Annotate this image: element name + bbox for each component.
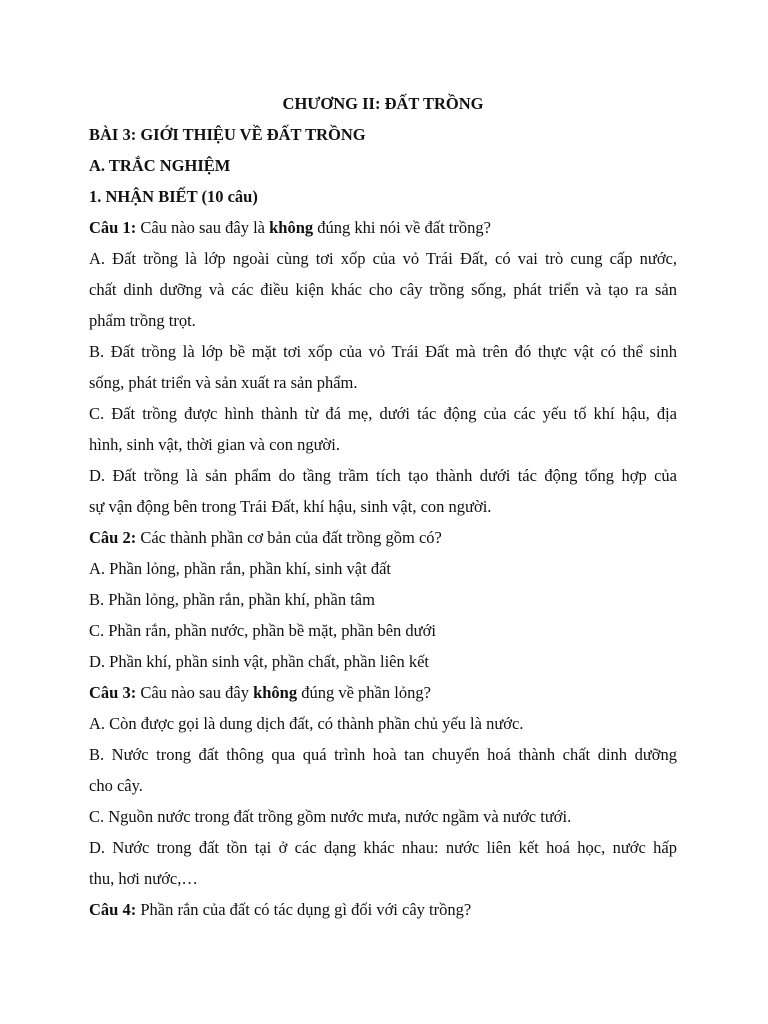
question-text: đúng về phần lỏng? [297,683,431,702]
section-title: A. TRẮC NGHIỆM [89,156,231,175]
answer-option-line: A. Đất trồng là lớp ngoài cùng tơi xốp của vỏ Trái Đất, có vai trò cung cấp nước, [89,249,677,268]
answer-option-line: D. Đất trồng là sản phẩm do tầng trầm tích tạo thành dưới tác động tổng hợp của [89,466,677,485]
answer-option-line: sống, phát triển và sản xuất ra sản phẩm. [89,373,358,392]
answer-option-line: A. Phần lỏng, phần rắn, phần khí, sinh vật đất [89,559,391,578]
question-2 [89,522,677,553]
answer-option-line: C. Phần rắn, phần nước, phần bề mặt, phần bên dưới [89,621,436,640]
question-4 [89,894,677,925]
answer-option-line: phẩm trồng trọt. [89,311,196,330]
question-label: Câu 3: [89,683,137,702]
answer-option-line: thu, hơi nước,… [89,869,198,888]
answer-option-line: D. Phần khí, phần sinh vật, phần chất, phần liên kết [89,652,430,671]
question-emphasis: không [269,218,314,237]
question-text: Phần rắn của đất có tác dụng gì đối với cây trồng? [136,900,472,919]
question-text: Câu nào sau đây [136,683,254,702]
answer-option-line: B. Phần lỏng, phần rắn, phần khí, phần tâm [89,590,375,609]
answer-option-line: D. Nước trong đất tồn tại ở các dạng khác nhau: nước liên kết hoá học, nước hấp [89,838,677,857]
answer-option-line: chất dinh dưỡng và các điều kiện khác cho cây trồng sống, phát triển và tạo ra sản [89,280,677,299]
chapter-title: CHƯƠNG II: ĐẤT TRỒNG [282,94,484,113]
lesson-title: BÀI 3: GIỚI THIỆU VỀ ĐẤT TRỒNG [89,125,366,144]
question-emphasis: không [253,683,298,702]
answer-option-line: B. Nước trong đất thông qua quá trình hoà tan chuyển hoá thành chất dinh dưỡng [89,745,677,764]
question-text: Các thành phần cơ bản của đất trồng gồm có? [136,528,442,547]
question-1 [89,212,677,243]
question-label: Câu 4: [89,900,137,919]
question-label: Câu 1: [89,218,137,237]
answer-option-line: C. Đất trồng được hình thành từ đá mẹ, dưới tác động của các yếu tố khí hậu, địa [89,404,677,423]
answer-option-line: hình, sinh vật, thời gian và con người. [89,435,340,454]
answer-option-line: sự vận động bên trong Trái Đất, khí hậu, sinh vật, con người. [89,497,492,516]
subsection-title: 1. NHẬN BIẾT (10 câu) [89,187,258,206]
answer-option-line: cho cây. [89,776,143,795]
answer-option-line: C. Nguồn nước trong đất trồng gồm nước mưa, nước ngầm và nước tưới. [89,807,572,826]
answer-option-line: B. Đất trồng là lớp bề mặt tơi xốp của vỏ Trái Đất mà trên đó thực vật có thể sinh [89,342,677,361]
question-text: đúng khi nói về đất trồng? [313,218,491,237]
document-body [89,88,677,925]
question-label: Câu 2: [89,528,137,547]
question-3 [89,677,677,708]
question-text: Câu nào sau đây là [136,218,270,237]
answer-option-line: A. Còn được gọi là dung dịch đất, có thành phần chủ yếu là nước. [89,714,524,733]
